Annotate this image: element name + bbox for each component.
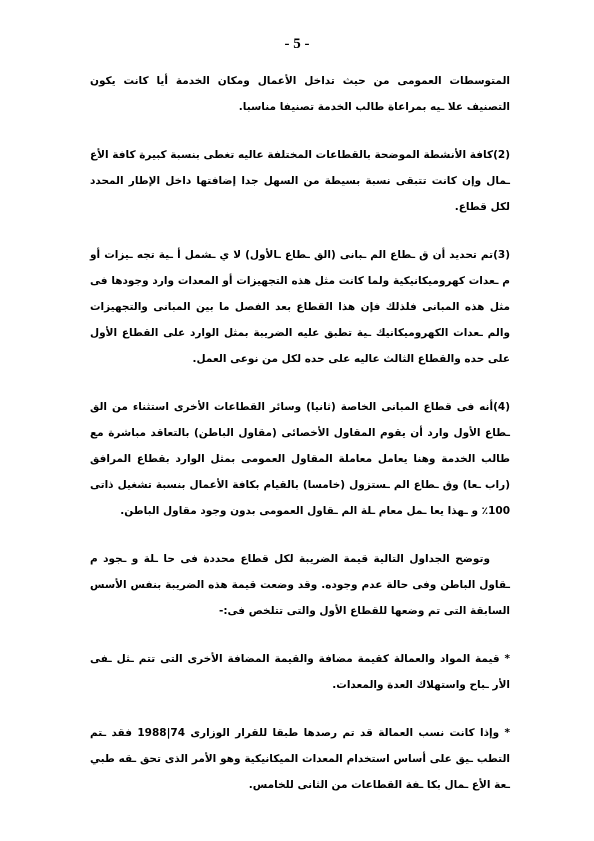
- paragraph-point-3: (3)تم تحديد أن ق ـطاع الم ـبانى (الق ـطاع ـالأول) لا ي ـشمل أ ـية تجه ـيزات أو م ـعدات كهروميكانيكية ولما كانت مثل هذه التجهيزات أو المعدات وارد وجودها فى مثل هذه المبانى فلذلك فإن هذا القطاع بعد الفصل ما بين المبانى والتجهيزات والم ـعدات الكهروميكانيك ـية تطبق عليه الضريبة بمثل الوارد على القطاع الأول على حده والقطاع الثالث عاليه على حده لكل من نوعى العمل.: [90, 249, 510, 365]
- paragraph-point-4: (4)أنه فى قطاع المبانى الخاصة (ثانيا) وسائر القطاعات الأخرى استثناء من الق ـطاع الأول وارد أن يقوم المقاول الأخصائى (مقاول الباطن) بالتعاقد مباشرة مع طالب الخدمة وهنا يعامل معاملة المقاول العمومى بمثل الوارد بقطاع المرافق (راب ـعا) وق ـطاع الم ـستزول (خامسا) بالقيام بكافة الأعمال بنسبة تشغيل ذاتى 100٪ و ـهذا يعا ـمل معام ـلة الم ـقاول العمومى بدون وجود مقاول الباطن.: [90, 401, 510, 517]
- paragraph-point-2: (2)كافة الأنشطة الموضحة بالقطاعات المختلفة عاليه تغطى بنسبة كبيرة كافة الأع ـمال وإن كانت تتبقى نسبة بسيطة من السهل جدا إضافتها داخل الإطار المحدد لكل قطاع.: [90, 149, 510, 213]
- page-number: - 5 -: [284, 36, 310, 52]
- paragraph-bullet-materials: * قيمة المواد والعمالة كقيمة مضافة والقيمة المضافة الأخرى التى تتم ـثل ـفى الأر ـباح واستهلاك العدة والمعدات.: [90, 653, 510, 691]
- document-body: [90, 68, 510, 820]
- paragraph-bullet-labor: * وإذا كانت نسب العمالة قد تم رصدها طبقا للقرار الوزارى 74|1988 فقد ـتم التطب ـيق على أساس استخدام المعدات الميكانيكية وهو الأمر الذى تحق ـقه طبي ـعة الأع ـمال بكا ـفة القطاعات من الثانى للخامس.: [90, 727, 510, 791]
- paragraph-intro-continuation: المتوسطات العمومى من حيث تداخل الأعمال ومكان الخدمة أيا كانت يكون التصنيف علا ـيه بمراعاة طالب الخدمة تصنيفا مناسبا.: [90, 75, 510, 113]
- paragraph-tables-intro: وتوضح الجداول التالية قيمة الضريبة لكل قطاع محددة فى حا ـلة و ـجود م ـقاول الباطن وفى حالة عدم وجوده. وقد وضعت قيمة هذه الضريبة بنفس الأسس السابقة التى تم وضعها للقطاع الأول والتى تتلخص فى:-: [90, 553, 510, 617]
